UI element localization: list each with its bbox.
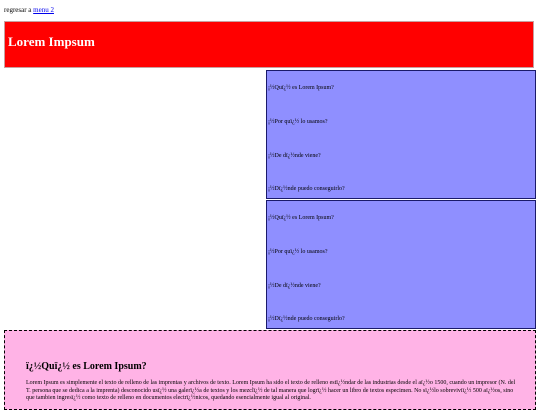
content-heading: ï¿½Quï¿½ es Lorem Ipsum? [26, 361, 147, 372]
menu-item-de-donde[interactable]: ¡½De dï¿½nde viene? [268, 153, 321, 159]
back-navigation [4, 6, 54, 14]
menu-item-por-que[interactable]: ¡½Por quï¿½ lo usamos? [268, 249, 328, 255]
menu-panel-2 [266, 200, 536, 329]
menu-item-donde-puedo[interactable]: ¡½Dï¿½nde puedo conseguirlo? [268, 186, 345, 192]
content-paragraph: Lorem Ipsum es simplemente el texto de relleno de las imprentas y archivos de texto. Lorem Ipsum ha sido el texto de relleno estï¿½ndar de las industrias desde el aï¿½o 1500, cuando un impresor (N. del T. persona que se dedica a la imprenta) desconocido usï¿½ una galerï¿½a de textos y los mezclï¿½ de tal manera que logrï¿½ hacer un libro de textos especimen. No sï¿½lo sobreviviï¿½ 500 aï¿½os, sino que tambien ingresï¿½ como texto de relleno en documentos electrï¿½nicos, quedando esencialmente igual al original. [26, 380, 516, 401]
menu-item-donde-puedo[interactable]: ¡½Dï¿½nde puedo conseguirlo? [268, 316, 345, 322]
back-prefix-text: regresar a [4, 6, 32, 14]
menu-item-que-es[interactable]: ¡½Quï¿½ es Lorem Ipsum? [268, 215, 334, 221]
page-header [4, 21, 534, 68]
content-section [4, 330, 536, 410]
menu-item-por-que[interactable]: ¡½Por quï¿½ lo usamos? [268, 119, 328, 125]
menu-2-link[interactable]: menu 2 [33, 6, 54, 14]
left-empty-area [4, 70, 266, 329]
menu-item-de-donde[interactable]: ¡½De dï¿½nde viene? [268, 283, 321, 289]
menu-item-que-es[interactable]: ¡½Quï¿½ es Lorem Ipsum? [268, 85, 334, 91]
page-title: Lorem Impsum [8, 34, 95, 49]
menu-panel-1 [266, 70, 536, 199]
